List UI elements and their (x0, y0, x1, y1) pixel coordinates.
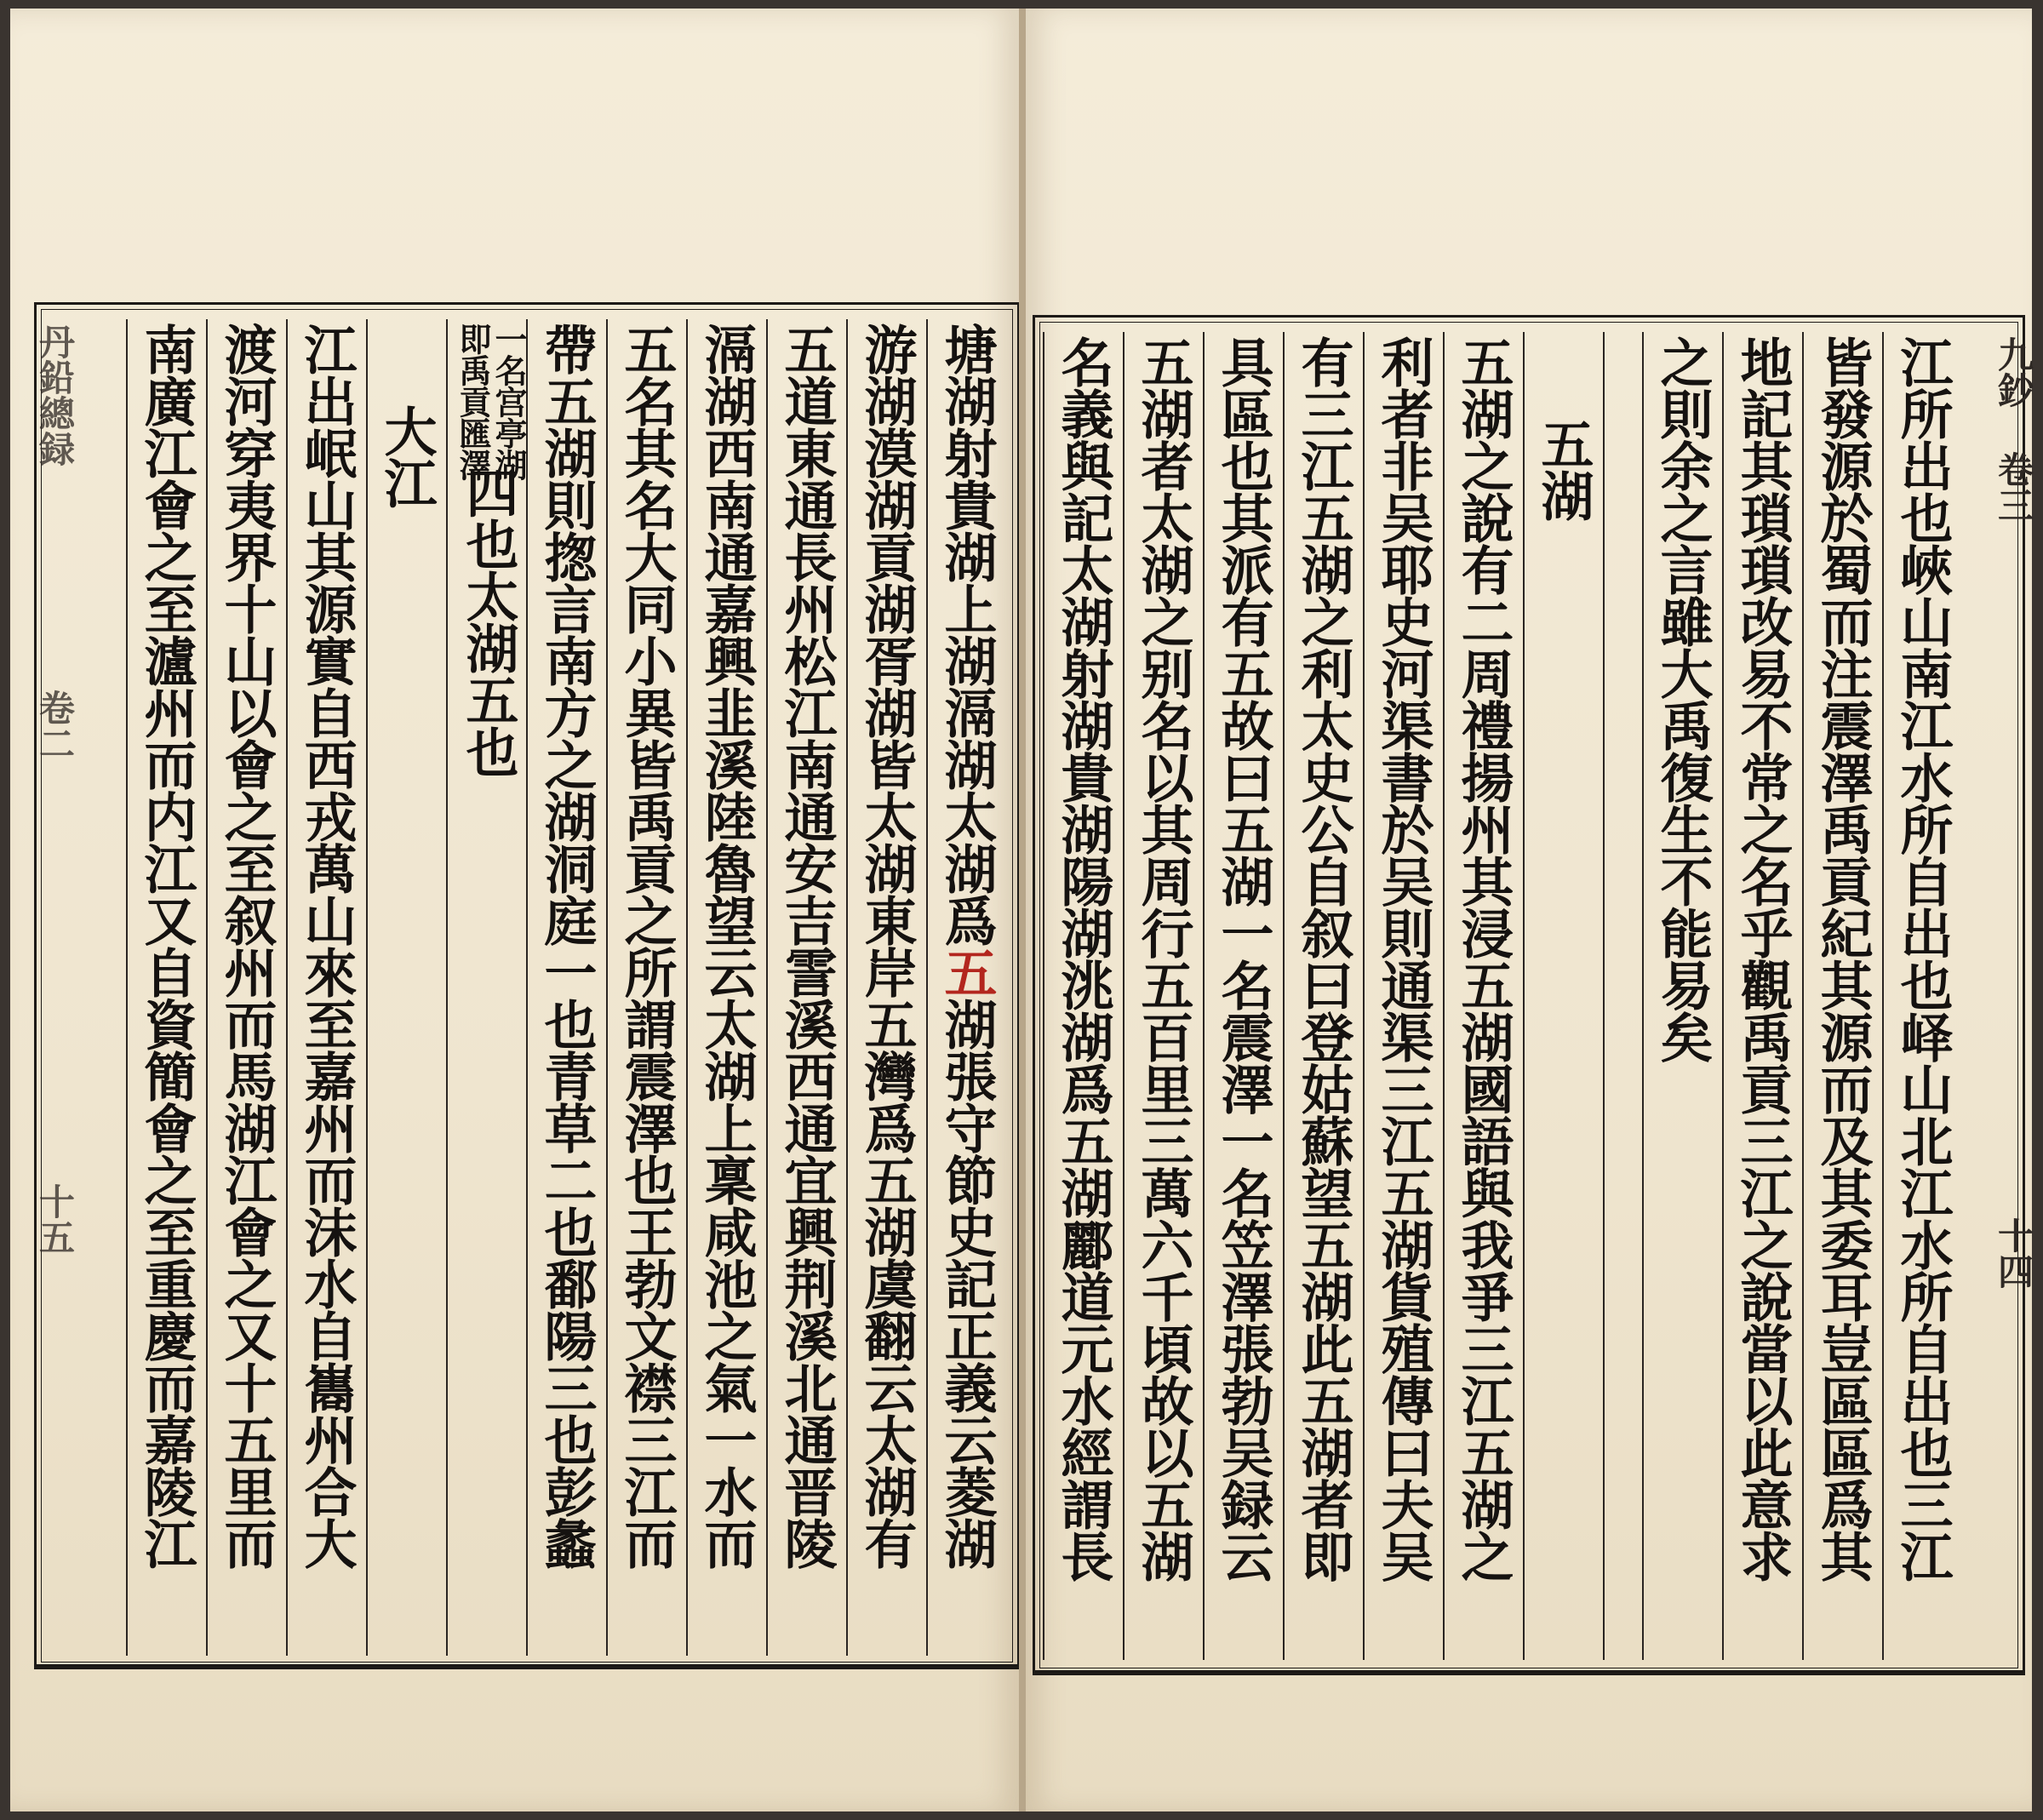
right-page-bottom-rule (1033, 1670, 2024, 1674)
left-page-bottom-rule (34, 1664, 1017, 1668)
left-page (10, 9, 1019, 1811)
right-margin-volume: 卷三 (1993, 451, 2034, 523)
right-margin-folio: 十四 (1993, 1217, 2034, 1289)
text-column: 五湖之說有二周禮揚州其浸五湖國語與我爭三江五湖之 (1443, 332, 1523, 1660)
text-column: 江所出也峽山南江水所自出也峄山北江水所自出也三江 (1882, 332, 1962, 1660)
interlinear-note (455, 323, 526, 480)
note-line: 一名宫亭湖 (489, 323, 528, 480)
text-column-continuation: 四也太湖五也 (457, 466, 519, 777)
text-column: 名義與記太湖射湖貴湖陽湖洮湖爲五湖酈道元水經謂長 (1043, 332, 1123, 1660)
section-heading: 五湖 (1523, 332, 1603, 1660)
text-column: 江出岷山其源實自西戎萬山來至嘉州而沫水自巂州合大 (286, 319, 366, 1656)
text-column: 游湖漠湖貢湖胥湖皆太湖東岸五灣爲五湖虞翻云太湖有 (846, 319, 926, 1656)
text-column: 五湖者太湖之别名以其周行五百里三萬六千頃故以五湖 (1123, 332, 1203, 1660)
blank-column (1603, 332, 1642, 1660)
right-margin-title: 九鈔 (1993, 336, 2034, 408)
text-column: 五道東通長州松江南通安吉霅溪西通宜興荆溪北通晋陵 (766, 319, 846, 1656)
right-page (1026, 9, 2032, 1811)
open-book (10, 9, 2032, 1811)
left-text-block (121, 319, 1006, 1656)
left-margin-volume: 卷二 (34, 690, 76, 761)
text-column: 皆發源於蜀而注震澤禹貢紀其源而及其委耳豈區區爲其 (1802, 332, 1882, 1660)
text-column: 利者非吴耶史河渠書於吴則通渠三江五湖貨殖傳曰夫吴 (1363, 332, 1443, 1660)
text-column: 南廣江會之至瀘州而内江又自資簡會之至重慶而嘉陵江 (126, 319, 206, 1656)
annotated-column (446, 319, 526, 1656)
red-annotation-mark: 五 (936, 946, 998, 998)
text-column: 具區也其派有五故曰五湖一名震澤一名笠澤張勃吴録云 (1203, 332, 1283, 1660)
text-column: 五名其名大同小異皆禹貢之所謂震澤也王勃文襟三江而 (606, 319, 686, 1656)
text-column: 地記其瑣瑣改易不常之名乎觀禹貢三江之說當以此意求 (1722, 332, 1802, 1660)
book-gutter (1019, 9, 1026, 1811)
text-column: 有三江五湖之利太史公自叙曰登姑蘇望五湖此五湖者即 (1283, 332, 1363, 1660)
left-margin-title: 丹鉛總録 (34, 323, 76, 466)
left-margin-folio: 十五 (34, 1183, 76, 1255)
right-text-block (1043, 332, 2013, 1660)
section-heading: 大江 (366, 319, 446, 1656)
text-column: 渡河穿夷界十山以會之至叙州而馬湖江會之又十五里而 (206, 319, 286, 1656)
text-column: 之則余之言雖大禹復生不能易矣 (1642, 332, 1722, 1660)
note-line: 即禹貢匯澤 (454, 323, 492, 480)
text-column: 帶五湖則揔言南方之湖洞庭一也青草二也鄱陽三也彭蠡 (526, 319, 606, 1656)
text-column: 塘湖射貴湖上湖滆湖太湖爲五湖張守節史記正義云菱湖 (926, 319, 1006, 1656)
text-column: 滆湖西南通嘉興韭溪陸魯望云太湖上稟咸池之氣一水而 (686, 319, 766, 1656)
